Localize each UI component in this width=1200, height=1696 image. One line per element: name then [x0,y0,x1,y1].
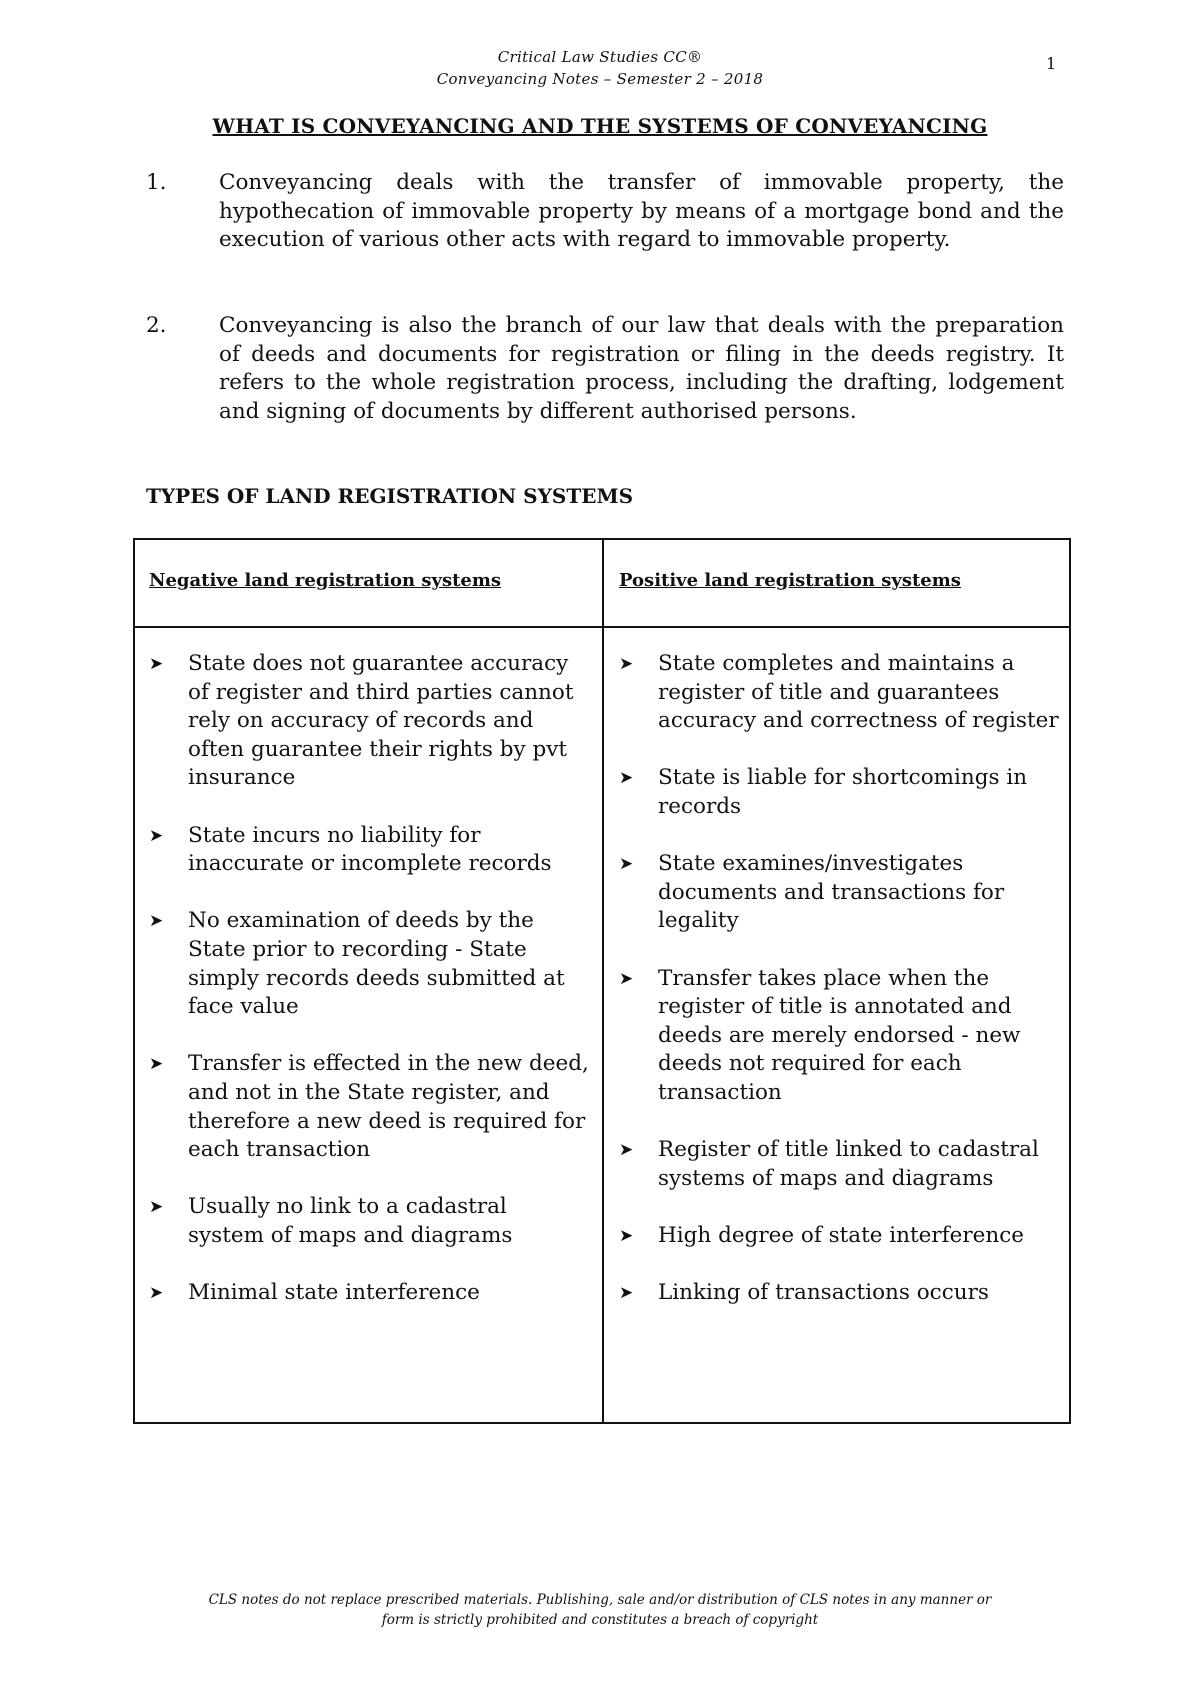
page-number: 1 [1046,54,1057,73]
arrow-bullet-icon: ➤ [619,1225,634,1246]
arrow-bullet-icon: ➤ [149,1283,164,1304]
positive-systems-list [619,650,1061,1336]
arrow-bullet-icon: ➤ [619,768,634,789]
registration-systems-table [133,538,1071,1424]
list-item-text: Linking of transactions occurs [658,1280,989,1306]
list-item [619,1279,1061,1308]
header-line-2: Conveyancing Notes – Semester 2 – 2018 [436,70,764,88]
arrow-bullet-icon: ➤ [149,1197,164,1218]
list-item-text: No examination of deeds by the State prior to recording - State simply records deeds submitted at face value [188,908,565,1020]
paragraph-2 [146,312,1064,426]
arrow-bullet-icon: ➤ [149,654,164,674]
list-item-text: State is liable for shortcomings in records [658,765,1028,819]
footer-line-2: form is strictly prohibited and constitutes a breach of copyright [381,1612,819,1628]
header-line-1: Critical Law Studies CC® [497,48,703,66]
list-item [149,1050,589,1164]
arrow-bullet-icon: ➤ [149,911,164,932]
list-item-text: State incurs no liability for inaccurate or incomplete records [188,822,552,877]
header-row-divider [135,626,1069,628]
list-item [149,1193,589,1250]
list-item [619,965,1061,1108]
document-title: WHAT IS CONVEYANCING AND THE SYSTEMS OF CONVEYANCING [212,114,988,138]
arrow-bullet-icon: ➤ [619,854,634,875]
arrow-bullet-icon: ➤ [149,825,164,846]
list-item-text: State does not guarantee accuracy of register and third parties cannot rely on accuracy of records and often guarantee their rights by pvt insurance [188,651,574,791]
list-item [149,822,589,879]
list-item [149,1279,589,1308]
paragraph-number: 2. [146,313,167,338]
list-item-text: Transfer is effected in the new deed, and not in the State register, and therefore a new deed is required for each transaction [188,1051,589,1163]
footer-line-1: CLS notes do not replace prescribed materials. Publishing, sale and/or distribution of CLS notes in any manner or [208,1592,992,1608]
negative-systems-list [149,650,589,1336]
arrow-bullet-icon: ➤ [149,1054,164,1075]
list-item [619,850,1061,936]
arrow-bullet-icon: ➤ [619,1283,634,1304]
paragraph-text: Conveyancing deals with the transfer of immovable property, the hypothecation of immovable property by means of a mortgage bond and the execution of various other acts with regard to immovable property. [219,170,1064,253]
paragraph-1 [146,169,1064,255]
arrow-bullet-icon: ➤ [619,1140,634,1161]
arrow-bullet-icon: ➤ [619,968,634,989]
copyright-footer [0,1590,1200,1630]
list-item [619,650,1061,736]
arrow-bullet-icon: ➤ [619,654,634,674]
list-item-text: Transfer takes place when the register of title is annotated and deeds are merely endorsed - new deeds not required for each transaction [658,965,1021,1105]
paragraph-number: 1. [146,170,167,195]
list-item [149,907,589,1021]
column-divider [602,540,604,1422]
list-item-text: State examines/investigates documents and transactions for legality [658,851,1005,934]
list-item-text: State completes and maintains a register of title and guarantees accuracy and correctness of register [658,651,1059,734]
page-header [0,46,1200,90]
paragraph-text: Conveyancing is also the branch of our law that deals with the preparation of deeds and documents for registration or filing in the deeds registry. It refers to the whole registration process, including the drafting, lodgement and signing of documents by different authorised persons. [219,313,1064,424]
list-item [149,650,589,793]
list-item-text: Usually no link to a cadastral system of maps and diagrams [188,1194,513,1248]
list-item [619,1222,1061,1251]
section-heading: TYPES OF LAND REGISTRATION SYSTEMS [146,484,634,508]
negative-systems-header: Negative land registration systems [149,570,502,591]
positive-systems-header: Positive land registration systems [619,570,961,591]
list-item [619,1136,1061,1193]
list-item [619,764,1061,821]
list-item-text: Minimal state interference [188,1280,480,1306]
list-item-text: Register of title linked to cadastral systems of maps and diagrams [658,1137,1039,1191]
list-item-text: High degree of state interference [658,1222,1024,1248]
